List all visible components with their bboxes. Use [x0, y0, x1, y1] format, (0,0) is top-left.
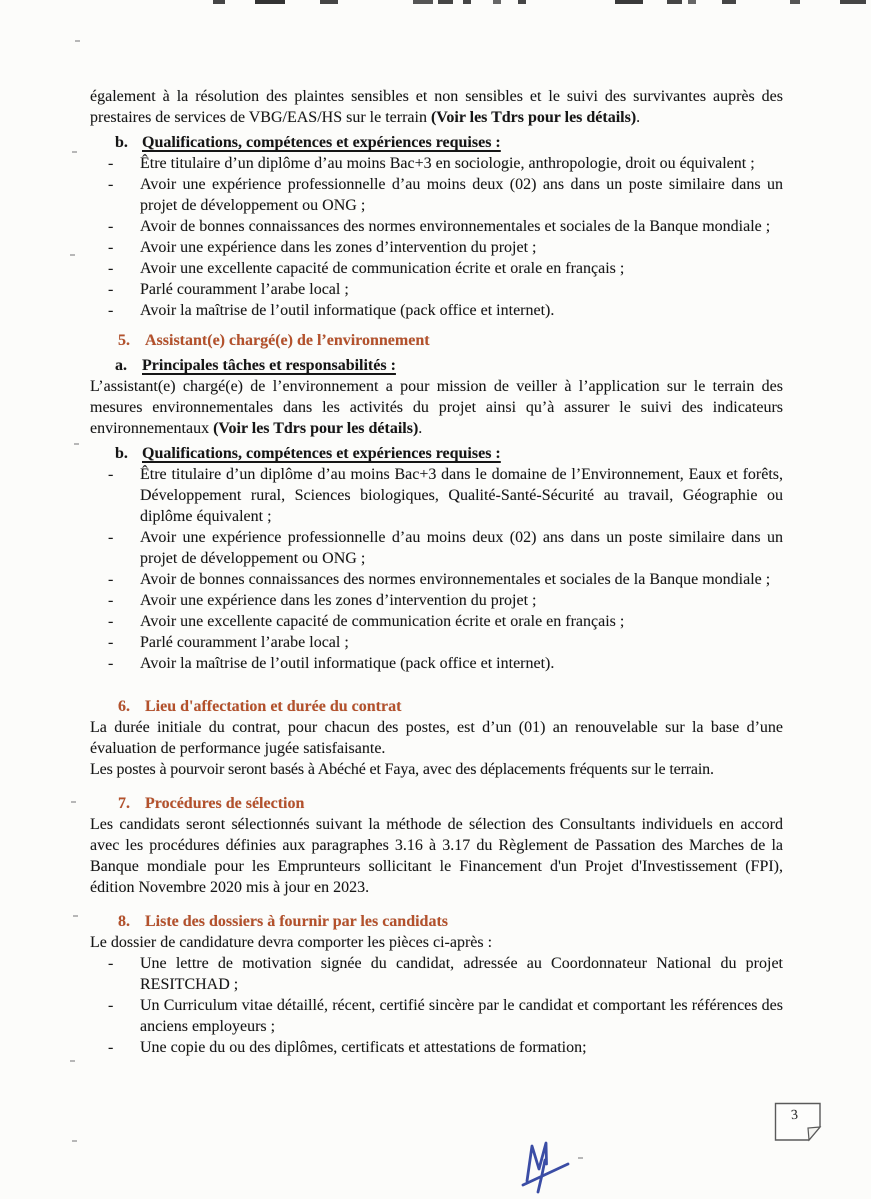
heading-letter: b. [115, 445, 128, 462]
section8-documents-list [90, 953, 783, 1058]
document-item [90, 953, 783, 995]
section8-heading [90, 911, 783, 932]
heading-label: Procédures de sélection [145, 795, 305, 812]
section-6 [90, 696, 783, 780]
page-number: 3 [790, 1107, 799, 1124]
document-item-text: Une copie du ou des diplômes, certificats et attestations de formation; [140, 1039, 587, 1056]
qualification-item-text: Avoir une expérience dans les zones d’intervention du projet ; [140, 592, 537, 609]
scan-speck [71, 801, 76, 803]
qualification-item [90, 258, 783, 279]
scan-dash [615, 0, 643, 4]
heading-label: Lieu d'affectation et durée du contrat [145, 698, 402, 715]
signature-icon [510, 1136, 582, 1198]
qualification-item [90, 300, 783, 321]
document-item [90, 995, 783, 1037]
heading-label: Qualifications, compétences et expériences requises : [142, 445, 501, 462]
heading-letter: b. [115, 134, 128, 151]
qualification-item-text: Être titulaire d’un diplôme d’au moins Bac+3 en sociologie, anthropologie, droit ou équivalent ; [140, 155, 755, 172]
qualification-item-text: Avoir la maîtrise de l’outil informatique (pack office et internet). [140, 302, 555, 319]
document-item-text: Une lettre de motivation signée du candidat, adressée au Coordonnateur National du projet RESITCHAD ; [140, 955, 783, 993]
qualification-item [90, 632, 783, 653]
scan-speck [75, 40, 80, 42]
scan-dash [320, 0, 338, 4]
scan-dash [493, 0, 501, 4]
scan-dash [518, 0, 526, 4]
qualification-item [90, 611, 783, 632]
qualification-item [90, 237, 783, 258]
scan-speck [72, 151, 77, 153]
scan-dash [463, 0, 471, 4]
section6-heading [90, 696, 783, 717]
qualification-item [90, 174, 783, 216]
qualification-item-text: Avoir de bonnes connaissances des normes environnementales et sociales de la Banque mondiale ; [140, 571, 771, 588]
scan-dash [790, 0, 800, 4]
qualification-item-text: Être titulaire d’un diplôme d’au moins Bac+3 dans le domaine de l’Environnement, Eaux et forêts, Développement rural, Sciences biologiques, Qualité-Santé-Sécurité au travail, Géographie ou diplôme équivalent ; [140, 466, 783, 525]
qualification-item-text: Avoir la maîtrise de l’outil informatique (pack office et internet). [140, 655, 555, 672]
qualification-item-text: Parlé couramment l’arabe local ; [140, 634, 349, 651]
intro-paragraph: également à la résolution des plaintes sensibles et non sensibles et le suivi des survivantes auprès des prestaires de services de VBG/EAS/HS sur le terrain (Voir les Tdrs pour les détails). [90, 88, 783, 126]
document-item [90, 1037, 783, 1058]
signature-mark [510, 1136, 582, 1199]
scan-speck [73, 915, 78, 917]
scan-dash [840, 0, 866, 4]
qualification-item [90, 590, 783, 611]
document-content [90, 86, 783, 1058]
qualification-item-text: Avoir une expérience professionnelle d’au moins deux (02) ans dans un poste similaire dans un projet de développement ou ONG ; [140, 529, 783, 567]
section6-paragraph-1: La durée initiale du contrat, pour chacun des postes, est d’un (01) an renouvelable sur la base d’une évaluation de performance jugée satisfaisante. [90, 719, 783, 757]
section5-qualifications-heading [90, 443, 783, 464]
qualification-item [90, 153, 783, 174]
scan-dash [413, 0, 433, 4]
scan-dash [255, 0, 285, 4]
section6-paragraph-2: Les postes à pourvoir seront basés à Abéché et Faya, avec des déplacements fréquents sur le terrain. [90, 761, 714, 778]
scan-speck [72, 1140, 77, 1142]
scan-dash [438, 0, 453, 4]
heading-number: 5. [118, 332, 130, 349]
heading-label: Principales tâches et responsabilités : [142, 357, 396, 374]
qualification-item-text: Avoir une excellente capacité de communication écrite et orale en français ; [140, 260, 625, 277]
qualification-item [90, 464, 783, 527]
section-7 [90, 793, 783, 898]
heading-label: Liste des dossiers à fournir par les candidats [145, 913, 448, 930]
section7-heading [90, 793, 783, 814]
qualification-item-text: Parlé couramment l’arabe local ; [140, 281, 349, 298]
section7-paragraph: Les candidats seront sélectionnés suivant la méthode de sélection des Consultants individuels en accord avec les procédures définies aux paragraphes 3.16 à 3.17 du Règlement de Passation des Marches de la Banque mondiale pour les Emprunteurs sollicitant le Financement d'un Projet d'Investissement (FPI), édition Novembre 2020 mis à jour en 2023. [90, 816, 783, 896]
qualification-item-text: Avoir une excellente capacité de communication écrite et orale en français ; [140, 613, 625, 630]
heading-number: 7. [118, 795, 130, 812]
scan-speck [70, 254, 75, 256]
scan-dash [722, 0, 736, 4]
heading-letter: a. [115, 357, 127, 374]
qualification-item-text: Avoir une expérience professionnelle d’au moins deux (02) ans dans un poste similaire dans un projet de développement ou ONG ; [140, 176, 783, 214]
heading-number: 6. [118, 698, 130, 715]
section-5 [90, 330, 783, 674]
section8-paragraph: Le dossier de candidature devra comporter les pièces ci-après : [90, 934, 493, 951]
qualification-item [90, 569, 783, 590]
scan-speck [74, 443, 79, 445]
heading-label: Assistant(e) chargé(e) de l’environnement [145, 332, 430, 349]
section5-tasks-heading [90, 355, 783, 376]
section4-qualifications-list [90, 153, 783, 321]
section5-qualifications-list [90, 464, 783, 674]
scan-dash [213, 0, 225, 4]
qualification-item-text: Avoir de bonnes connaissances des normes environnementales et sociales de la Banque mondiale ; [140, 218, 771, 235]
scan-dash [667, 0, 682, 4]
section-8 [90, 911, 783, 1058]
scan-speck [70, 1060, 75, 1062]
document-item-text: Un Curriculum vitae détaillé, récent, certifié sincère par le candidat et comportant les références des anciens employeurs ; [140, 997, 783, 1035]
qualification-item [90, 653, 783, 674]
heading-label: Qualifications, compétences et expériences requises : [142, 134, 501, 151]
qualification-item [90, 216, 783, 237]
section5-heading [90, 330, 783, 351]
section5-tasks-paragraph: L’assistant(e) chargé(e) de l’environnement a pour mission de veiller à l’application sur le terrain des mesures environnementales dans les activités du projet ainsi qu’à assurer le suivi des indicateurs environnementaux (Voir les Tdrs pour les détails). [90, 378, 783, 437]
scan-dash [688, 0, 696, 4]
qualification-item-text: Avoir une expérience dans les zones d’intervention du projet ; [140, 239, 537, 256]
scan-artifact-top-band [0, 0, 871, 6]
section4-qualifications-heading [90, 132, 783, 153]
dog-ear-frame-icon [774, 1102, 824, 1144]
heading-number: 8. [118, 913, 130, 930]
qualification-item [90, 527, 783, 569]
qualification-item [90, 279, 783, 300]
page-number-frame [774, 1102, 824, 1144]
